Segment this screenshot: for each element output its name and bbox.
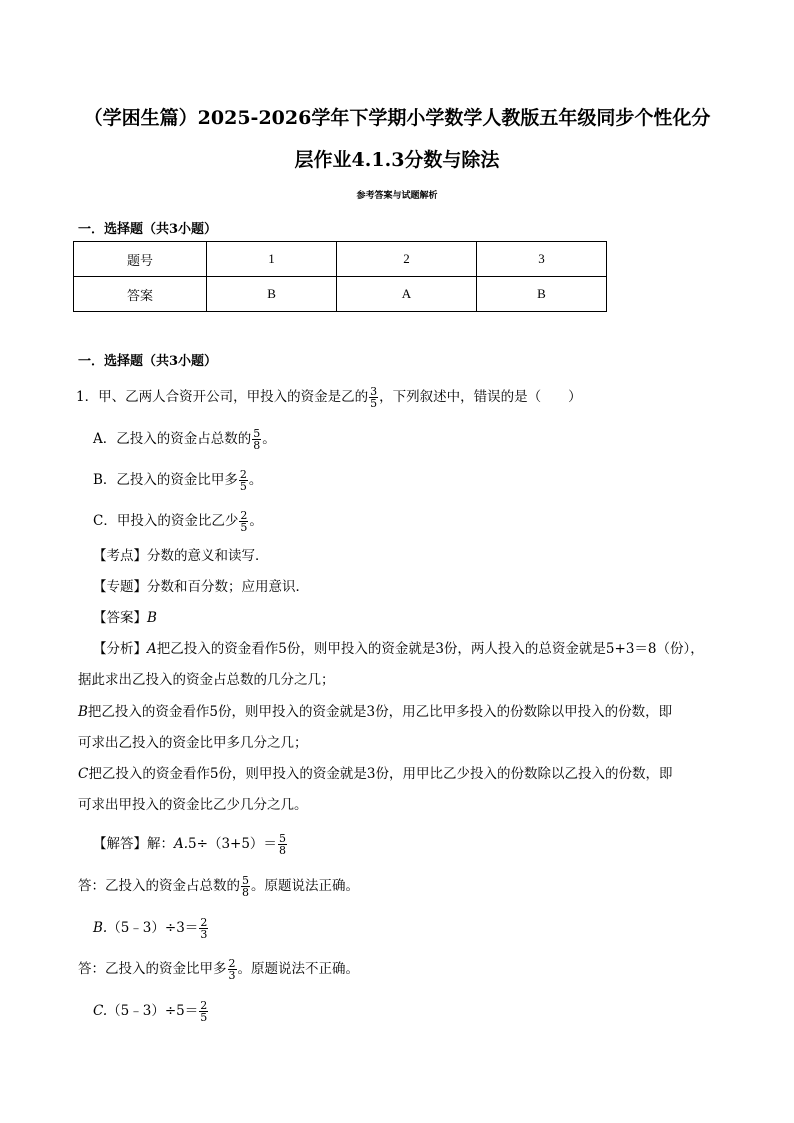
table-row [74, 277, 607, 312]
question-section-heading: 一．选择题（共3小题） [78, 354, 218, 369]
da-b: 答：乙投入的资金比甲多 $\frac{2}{3}$ 。原题说法不正确。 [78, 957, 359, 982]
fenxi-b2: 可求出乙投入的资金比甲多几分之几； [78, 735, 308, 751]
option-a: A．乙投入的资金占总数的 $\frac{5}{8}$ 。 [93, 427, 276, 452]
question-stem: 1．甲、乙两人合资开公司，甲投入的资金是乙的 $\frac{3}{5}$ ，下列叙述中，错误的是（ ） [76, 385, 582, 410]
zhuanti: 【专题】分数和百分数；应用意识． [93, 579, 309, 595]
jieda-b: B.（5﹣3）÷3＝ $\frac{2}{3}$ [93, 916, 208, 941]
page-subtitle: 参考答案与试题解析 [356, 191, 438, 201]
answer-table [73, 241, 607, 312]
da-a: 答：乙投入的资金占总数的 $\frac{5}{8}$ 。原题说法正确。 [78, 874, 359, 899]
fenxi-b1: B把乙投入的资金看作5份，则甲投入的资金就是3份，用乙比甲多投入的份数除以甲投入的份数，即 [78, 704, 673, 720]
table-cell-number: 2 [337, 242, 477, 277]
jieda-c: C.（5﹣3）÷5＝ $\frac{2}{5}$ [93, 999, 208, 1024]
daan: 【答案】B [93, 610, 157, 626]
table-cell-number: 1 [207, 242, 337, 277]
option-c: C．甲投入的资金比乙少 $\frac{2}{5}$ 。 [93, 509, 263, 534]
table-cell-answer: A [337, 277, 477, 312]
answer-section-heading: 一．选择题（共3小题） [78, 222, 218, 237]
table-row [74, 242, 607, 277]
table-cell-answer: B [476, 277, 606, 312]
table-cell-answer: B [207, 277, 337, 312]
kaodian: 【考点】分数的意义和读写． [93, 548, 269, 564]
page-title-line1: （学困生篇）2025-2026学年下学期小学数学人教版五年级同步个性化分 [83, 107, 711, 129]
fenxi-a1: 【分析】A把乙投入的资金看作5份，则甲投入的资金就是3份，两人投入的总资金就是5+3＝8（份）， [93, 641, 704, 657]
table-cell-label: 题号 [74, 242, 207, 277]
fenxi-a2: 据此求出乙投入的资金占总数的几分之几； [78, 672, 335, 688]
table-cell-label: 答案 [74, 277, 207, 312]
option-b: B．乙投入的资金比甲多 $\frac{2}{5}$ 。 [93, 468, 263, 493]
fraction: $\frac{3}{5}$ [370, 385, 378, 410]
table-cell-number: 3 [476, 242, 606, 277]
fenxi-c1: C把乙投入的资金看作5份，则甲投入的资金就是3份，用甲比乙少投入的份数除以乙投入的份数，即 [78, 766, 673, 782]
jieda-a: 【解答】解：A.5÷（3+5）＝ $\frac{5}{8}$ [93, 832, 286, 857]
page-title-line2: 层作业4.1.3分数与除法 [294, 149, 500, 171]
fenxi-c2: 可求出甲投入的资金比乙少几分之几。 [78, 797, 308, 813]
